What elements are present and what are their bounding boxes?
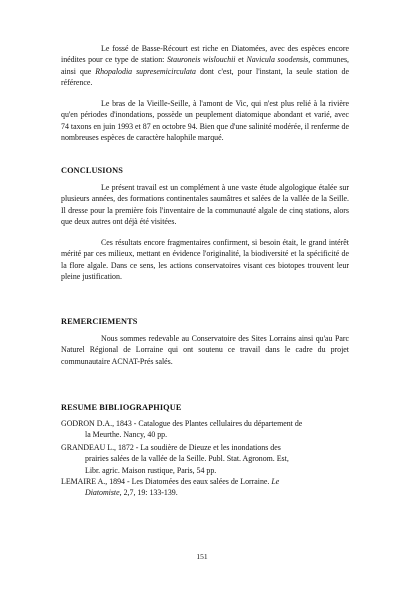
taxon-name: Stauroneis wislouchii	[166, 55, 236, 65]
reference-grandeau: GRANDEAU L., 1872 - La soudière de Dieuze et les inondations des prairies salées de la vallée de la Seille. Publ. Stat. Agronom. Est, Libr. agric. Maison rustique, Paris, 54 pp.	[61, 443, 289, 475]
taxon-name: Rhopalodia supresemicirculata	[95, 66, 196, 76]
remerciements-heading: REMERCIEMENTS	[61, 317, 138, 326]
reference-lemaire: LEMAIRE A., 1894 - Les Diatomées des eaux salées de Lorraine. Le Diatomiste, 2,7, 19: 133-139.	[61, 477, 280, 498]
paragraph-remerciements: Nous sommes redevable au Conservatoire des Sites Lorrains ainsi qu'au Parc Naturel Régional de Lorraine qui ont soutenu ce travail dans le cadre du projet communautaire ACNAT-Prés salés.	[61, 334, 349, 366]
reference-godron: GODRON D.A., 1843 - Catalogue des Plantes cellulaires du département de la Meurthe. Nancy, 40 pp.	[61, 419, 303, 440]
taxon-name: Navicula soodensis	[246, 55, 309, 65]
paragraph-conclusions-1: Le présent travail est un complément à une vaste étude algologique étalée sur plusieurs années, des formations continentales saumâtres et salées de la vallée de la Seille. Il dresse pour la première fois l'inventaire de la communauté algale de cinq stations, alors que deux autres ont déjà été visitées.	[61, 183, 349, 226]
paragraph-conclusions-2: Ces résultats encore fragmentaires confirment, si besoin était, le grand intérêt mérité par ces milieux, mettant en évidence l'originalité, la biodiversité et la spécificité de la flore algale. Dans ce sens, les actions conservatoires visant ces biotopes trouvent leur pleine justification.	[61, 238, 349, 281]
paragraph-basse-recourt: Le fossé de Basse-Récourt est riche en Diatomées, avec des espèces encore inédites pour ce type de station: Stauroneis wislouchii et Navicula soodensis, communes, ainsi que Rhopalodia supresemicirculata dont c'est, pour l'instant, la seule station de référence.	[61, 44, 349, 87]
paragraph-vieille-seille: Le bras de la Vieille-Seille, à l'amont de Vic, qui n'est plus relié à la rivière qu'en périodes d'inondations, possède un peuplement diatomique abondant et varié, avec 74 taxons en juin 1993 et 87 en octobre 94. Bien que d'une salinité modérée, il renferme de nombreuses espèces de caractère halophile marqué.	[61, 99, 349, 142]
resume-bibliographique-heading: RESUME BIBLIOGRAPHIQUE	[61, 403, 182, 412]
conclusions-heading: CONCLUSIONS	[61, 166, 123, 175]
page-number: 151	[196, 552, 208, 561]
